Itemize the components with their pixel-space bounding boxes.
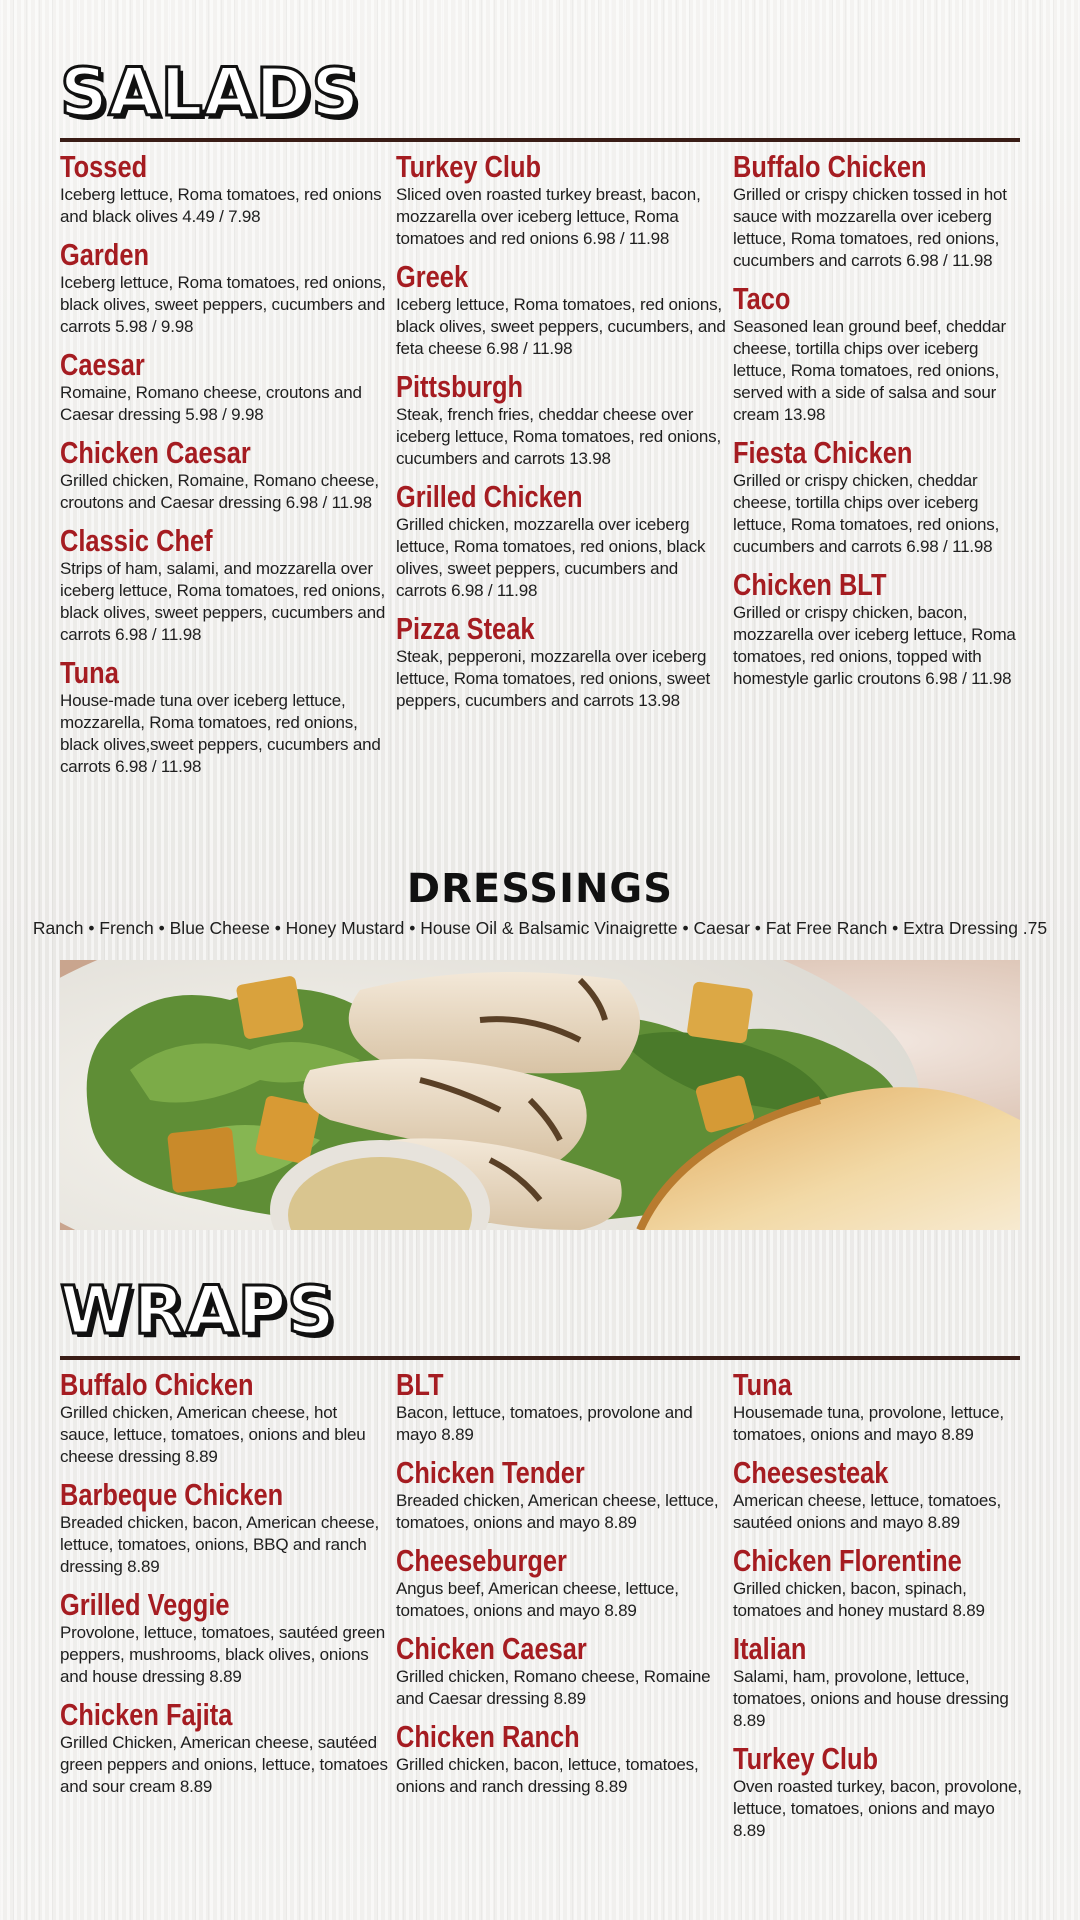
menu-item (396, 1632, 726, 1710)
item-name: Greek (396, 259, 469, 294)
item-name: Chicken Ranch (396, 1719, 580, 1754)
item-name: Chicken Caesar (396, 1631, 587, 1666)
item-description: Housemade tuna, provolone, lettuce, tomatoes, onions and mayo 8.89 (733, 1403, 1004, 1444)
menu-item (733, 1742, 1023, 1842)
item-description: Grilled or crispy chicken tossed in hot sauce with mozzarella over iceberg lettuce, Roma tomatoes, red onions, cucumbers and carrots 6.98 / 11.98 (733, 185, 1007, 270)
item-name: Chicken Fajita (60, 1697, 233, 1732)
item-name: Chicken Caesar (60, 435, 251, 470)
item-description: House-made tuna over iceberg lettuce, mozzarella, Roma tomatoes, red onions, black olives,sweet peppers, cucumbers and carrots 6.98 / 11.98 (60, 691, 381, 776)
item-description: Steak, french fries, cheddar cheese over iceberg lettuce, Roma tomatoes, red onions, cucumbers and carrots 13.98 (396, 405, 721, 468)
item-name: Buffalo Chicken (733, 149, 927, 184)
item-description: Grilled or crispy chicken, bacon, mozzarella over iceberg lettuce, Roma tomatoes, red onions, topped with homestyle garlic croutons 6.98 / 11.98 (733, 603, 1016, 688)
item-description: Oven roasted turkey, bacon, provolone, lettuce, tomatoes, onions and mayo 8.89 (733, 1777, 1022, 1840)
item-description: Grilled chicken, bacon, lettuce, tomatoes, onions and ranch dressing 8.89 (396, 1755, 699, 1796)
item-description: Provolone, lettuce, tomatoes, sautéed green peppers, mushrooms, black olives, onions and house dressing 8.89 (60, 1623, 386, 1686)
item-description: Grilled chicken, mozzarella over iceberg lettuce, Roma tomatoes, red onions, black olives, sweet peppers, cucumbers and carrots 6.98 / 11.98 (396, 515, 706, 600)
salads-heading: SALADS (60, 54, 361, 131)
item-description: Steak, pepperoni, mozzarella over iceberg lettuce, Roma tomatoes, red onions, sweet peppers, cucumbers and carrots 13.98 (396, 647, 711, 710)
wraps-column-1 (60, 1368, 390, 1808)
item-name: Italian (733, 1631, 807, 1666)
item-name: Garden (60, 237, 149, 272)
menu-item (60, 150, 390, 228)
menu-item (396, 260, 726, 360)
item-description: Grilled or crispy chicken, cheddar cheese, tortilla chips over iceberg lettuce, Roma tomatoes, red onions, cucumbers and carrots 6.98 / 11.98 (733, 471, 1000, 556)
menu-item (733, 150, 1023, 272)
menu-item (396, 1720, 726, 1798)
menu-item (396, 370, 726, 470)
menu-item (733, 1544, 1023, 1622)
menu-item (396, 1544, 726, 1622)
wraps-divider (60, 1356, 1020, 1360)
item-description: Iceberg lettuce, Roma tomatoes, red onions, black olives, sweet peppers, cucumbers and carrots 5.98 / 9.98 (60, 273, 386, 336)
menu-item (733, 282, 1023, 426)
menu-item (733, 1456, 1023, 1534)
item-description: Angus beef, American cheese, lettuce, tomatoes, onions and mayo 8.89 (396, 1579, 679, 1620)
item-name: Cheeseburger (396, 1543, 567, 1578)
item-name: Fiesta Chicken (733, 435, 913, 470)
menu-item (60, 436, 390, 514)
wraps-column-3 (733, 1368, 1023, 1852)
dressings-list: Ranch • French • Blue Cheese • Honey Mustard • House Oil & Balsamic Vinaigrette • Caesar • Fat Free Ranch • Extra Dressing .75 (32, 918, 1048, 938)
item-description: Grilled chicken, Romaine, Romano cheese, croutons and Caesar dressing 6.98 / 11.98 (60, 471, 379, 512)
menu-item (60, 348, 390, 426)
item-name: Grilled Chicken (396, 479, 583, 514)
item-name: Chicken Tender (396, 1455, 585, 1490)
item-name: Turkey Club (396, 149, 542, 184)
item-name: Buffalo Chicken (60, 1367, 254, 1402)
item-description: Grilled Chicken, American cheese, sautéed green peppers and onions, lettuce, tomatoes and sour cream 8.89 (60, 1733, 388, 1796)
item-description: Grilled chicken, Romano cheese, Romaine and Caesar dressing 8.89 (396, 1667, 711, 1708)
menu-item (60, 1588, 390, 1688)
menu-item (733, 1632, 1023, 1732)
item-description: Iceberg lettuce, Roma tomatoes, red onions, black olives, sweet peppers, cucumbers, and feta cheese 6.98 / 11.98 (396, 295, 726, 358)
item-name: Classic Chef (60, 523, 213, 558)
item-name: Tuna (733, 1367, 792, 1402)
item-description: American cheese, lettuce, tomatoes, sautéed onions and mayo 8.89 (733, 1491, 1001, 1532)
item-name: Chicken BLT (733, 567, 887, 602)
menu-item (60, 238, 390, 338)
menu-item (60, 1368, 390, 1468)
item-description: Seasoned lean ground beef, cheddar cheese, tortilla chips over iceberg lettuce, Roma tomatoes, red onions, served with a side of salsa and sour cream 13.98 (733, 317, 1006, 424)
menu-item (396, 612, 726, 712)
item-name: Chicken Florentine (733, 1543, 962, 1578)
item-description: Grilled chicken, bacon, spinach, tomatoes and honey mustard 8.89 (733, 1579, 985, 1620)
wraps-heading: WRAPS (60, 1272, 336, 1349)
item-description: Grilled chicken, American cheese, hot sauce, lettuce, tomatoes, onions and bleu cheese dressing 8.89 (60, 1403, 366, 1466)
menu-item (733, 1368, 1023, 1446)
item-name: Grilled Veggie (60, 1587, 230, 1622)
item-description: Iceberg lettuce, Roma tomatoes, red onions and black olives 4.49 / 7.98 (60, 185, 382, 226)
item-description: Strips of ham, salami, and mozzarella over iceberg lettuce, Roma tomatoes, red onions, black olives, sweet peppers, cucumbers and carrots 6.98 / 11.98 (60, 559, 386, 644)
item-description: Salami, ham, provolone, lettuce, tomatoes, onions and house dressing 8.89 (733, 1667, 1009, 1730)
item-name: Caesar (60, 347, 145, 382)
item-name: Cheesesteak (733, 1455, 889, 1490)
item-name: Pittsburgh (396, 369, 524, 404)
salads-column-3 (733, 150, 1023, 700)
item-description: Breaded chicken, American cheese, lettuce, tomatoes, onions and mayo 8.89 (396, 1491, 719, 1532)
salad-illustration (60, 960, 1020, 1230)
dressings-heading: DRESSINGS (406, 866, 674, 912)
menu-item (60, 524, 390, 646)
salads-divider (60, 138, 1020, 142)
item-description: Breaded chicken, bacon, American cheese, lettuce, tomatoes, onions, BBQ and ranch dressing 8.89 (60, 1513, 379, 1576)
wraps-column-2 (396, 1368, 726, 1808)
menu-item (733, 568, 1023, 690)
menu-item (60, 656, 390, 778)
item-name: Turkey Club (733, 1741, 879, 1776)
menu-item (396, 150, 726, 250)
chicken-caesar-salad-photo (60, 960, 1020, 1230)
menu-item (733, 436, 1023, 558)
item-description: Romaine, Romano cheese, croutons and Caesar dressing 5.98 / 9.98 (60, 383, 362, 424)
menu-item (60, 1698, 390, 1798)
item-name: Tuna (60, 655, 119, 690)
item-description: Sliced oven roasted turkey breast, bacon, mozzarella over iceberg lettuce, Roma tomatoes and red onions 6.98 / 11.98 (396, 185, 701, 248)
menu-item (396, 480, 726, 602)
salads-column-1 (60, 150, 390, 788)
salads-column-2 (396, 150, 726, 722)
item-name: BLT (396, 1367, 444, 1402)
item-name: Pizza Steak (396, 611, 535, 646)
item-name: Taco (733, 281, 791, 316)
item-name: Barbeque Chicken (60, 1477, 284, 1512)
menu-item (396, 1368, 726, 1446)
item-description: Bacon, lettuce, tomatoes, provolone and mayo 8.89 (396, 1403, 693, 1444)
menu-item (60, 1478, 390, 1578)
item-name: Tossed (60, 149, 148, 184)
menu-item (396, 1456, 726, 1534)
